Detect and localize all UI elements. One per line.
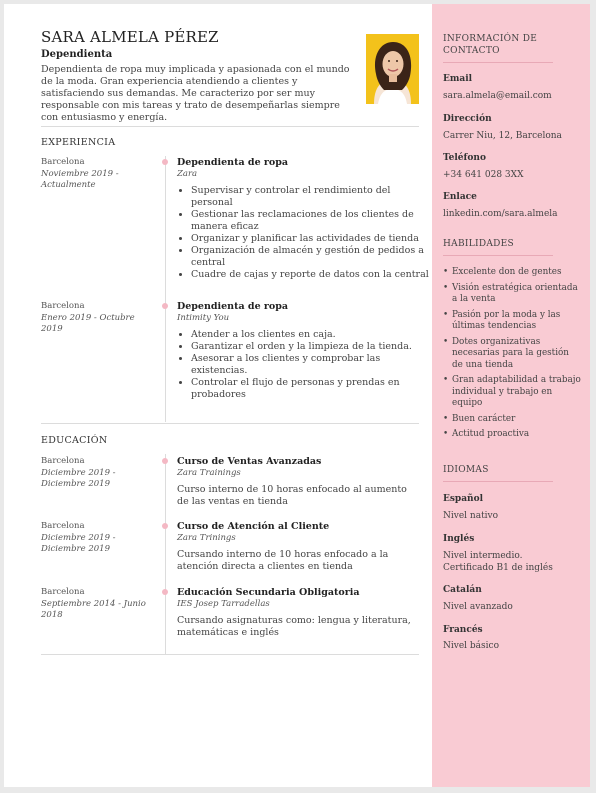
- timeline-dot: [162, 523, 168, 529]
- education-timeline: [165, 454, 166, 654]
- header-divider: [41, 126, 419, 127]
- entry-tasks: [177, 329, 435, 401]
- timeline-dot: [162, 458, 168, 464]
- entry-role: Dependienta de ropa: [177, 301, 289, 312]
- task-item: • Supervisar y controlar el rendimiento del personal: [191, 185, 435, 209]
- email-label: Email: [443, 74, 473, 84]
- portrait-image: [366, 34, 419, 104]
- entry-role: Dependienta de ropa: [177, 157, 289, 168]
- entry-school: Zara Trinings: [177, 533, 236, 543]
- skill-item: • Buen carácter: [452, 414, 582, 426]
- entry-company: Zara: [177, 169, 198, 179]
- sidebar: [432, 4, 590, 787]
- skill-item: • Actitud proactiva: [452, 429, 582, 441]
- entry-course: Curso de Atención al Cliente: [177, 521, 330, 532]
- entry-description: Cursando asignaturas como: lengua y literatura, matemáticas e inglés: [177, 615, 411, 638]
- entry-city: Barcelona: [41, 456, 85, 466]
- entry-dates: Diciembre 2019 - Diciembre 2019: [41, 468, 116, 489]
- entry-tasks: [177, 185, 435, 281]
- task-item: • Cuadre de cajas y reporte de datos con la central: [191, 269, 435, 281]
- address-value: Carrer Niu, 12, Barcelona: [443, 131, 562, 141]
- language-level: Nivel intermedio. Certificado B1 de inglés: [443, 551, 553, 573]
- timeline-dot: [162, 159, 168, 165]
- profile-summary: Dependienta de ropa muy implicada y apasionada con el mundo de la moda. Gran experiencia atendiendo a clientes y satisfaciendo sus demandas. Me caracterizo por ser muy responsable con mis tareas y trato de desempeñarlas siempre con entusiasmo y energía.: [41, 64, 350, 123]
- skills-list: [443, 267, 582, 445]
- sidebar-divider: [443, 255, 553, 256]
- languages-heading: IDIOMAS: [443, 465, 489, 475]
- task-item: • Gestionar las reclamaciones de los clientes de manera eficaz: [191, 209, 435, 233]
- resume-page: [4, 4, 590, 787]
- job-title: Dependienta: [41, 49, 113, 60]
- entry-city: Barcelona: [41, 157, 85, 167]
- language-level: Nivel básico: [443, 641, 499, 651]
- language-level: Nivel avanzado: [443, 602, 513, 612]
- language-name: Catalán: [443, 585, 482, 595]
- task-item: • Organizar y planificar las actividades de tienda: [191, 233, 435, 245]
- entry-description: Cursando interno de 10 horas enfocado a la atención directa a clientes en tienda: [177, 549, 389, 572]
- skill-item: • Excelente don de gentes: [452, 267, 582, 279]
- education-heading: EDUCACIÓN: [41, 435, 108, 446]
- link-label: Enlace: [443, 192, 477, 202]
- email-value[interactable]: sara.almela@email.com: [443, 91, 552, 101]
- language-name: Español: [443, 494, 484, 504]
- skill-item: • Pasión por la moda y las últimas tendencias: [452, 310, 582, 333]
- language-name: Francés: [443, 625, 483, 635]
- task-item: • Controlar el flujo de personas y prendas en probadores: [191, 377, 435, 401]
- task-item: • Garantizar el orden y la limpieza de la tienda.: [191, 341, 435, 353]
- experience-heading: EXPERIENCIA: [41, 137, 116, 148]
- entry-dates: Septiembre 2014 - Junio 2018: [41, 599, 146, 620]
- language-name: Inglés: [443, 534, 475, 544]
- entry-city: Barcelona: [41, 521, 85, 531]
- sidebar-divider: [443, 481, 553, 482]
- task-item: • Atender a los clientes en caja.: [191, 329, 435, 341]
- timeline-dot: [162, 303, 168, 309]
- language-level: Nivel nativo: [443, 511, 499, 521]
- entry-course: Educación Secundaria Obligatoria: [177, 587, 360, 598]
- contact-heading: INFORMACIÓN DE CONTACTO: [443, 34, 538, 56]
- entry-company: Intimity You: [177, 313, 230, 323]
- timeline-dot: [162, 589, 168, 595]
- entry-dates: Noviembre 2019 - Actualmente: [41, 169, 119, 190]
- task-item: • Asesorar a los clientes y comprobar las existencias.: [191, 353, 435, 377]
- sidebar-divider: [443, 62, 553, 63]
- skill-item: • Gran adaptabilidad a trabajo individual y trabajo en equipo: [452, 375, 582, 410]
- task-item: • Organización de almacén y gestión de pedidos a central: [191, 245, 435, 269]
- entry-school: IES Josep Tarradellas: [177, 599, 270, 609]
- entry-course: Curso de Ventas Avanzadas: [177, 456, 322, 467]
- phone-value: +34 641 028 3XX: [443, 170, 524, 180]
- skill-item: • Dotes organizativas necesarias para la gestión de una tienda: [452, 337, 582, 372]
- entry-dates: Enero 2019 - Octubre 2019: [41, 313, 135, 334]
- skill-item: • Visión estratégica orientada a la venta: [452, 283, 582, 306]
- skills-heading: HABILIDADES: [443, 239, 515, 249]
- profile-photo: [366, 34, 419, 104]
- education-divider: [41, 654, 419, 655]
- phone-label: Teléfono: [443, 153, 486, 163]
- entry-dates: Diciembre 2019 - Diciembre 2019: [41, 533, 116, 554]
- entry-description: Curso interno de 10 horas enfocado al aumento de las ventas en tienda: [177, 484, 407, 507]
- experience-timeline: [165, 156, 166, 422]
- entry-school: Zara Trainings: [177, 468, 241, 478]
- address-label: Dirección: [443, 114, 492, 124]
- candidate-name: SARA ALMELA PÉREZ: [41, 28, 219, 46]
- entry-city: Barcelona: [41, 587, 85, 597]
- link-value[interactable]: linkedin.com/sara.almela: [443, 209, 558, 219]
- entry-city: Barcelona: [41, 301, 85, 311]
- experience-divider: [41, 423, 419, 424]
